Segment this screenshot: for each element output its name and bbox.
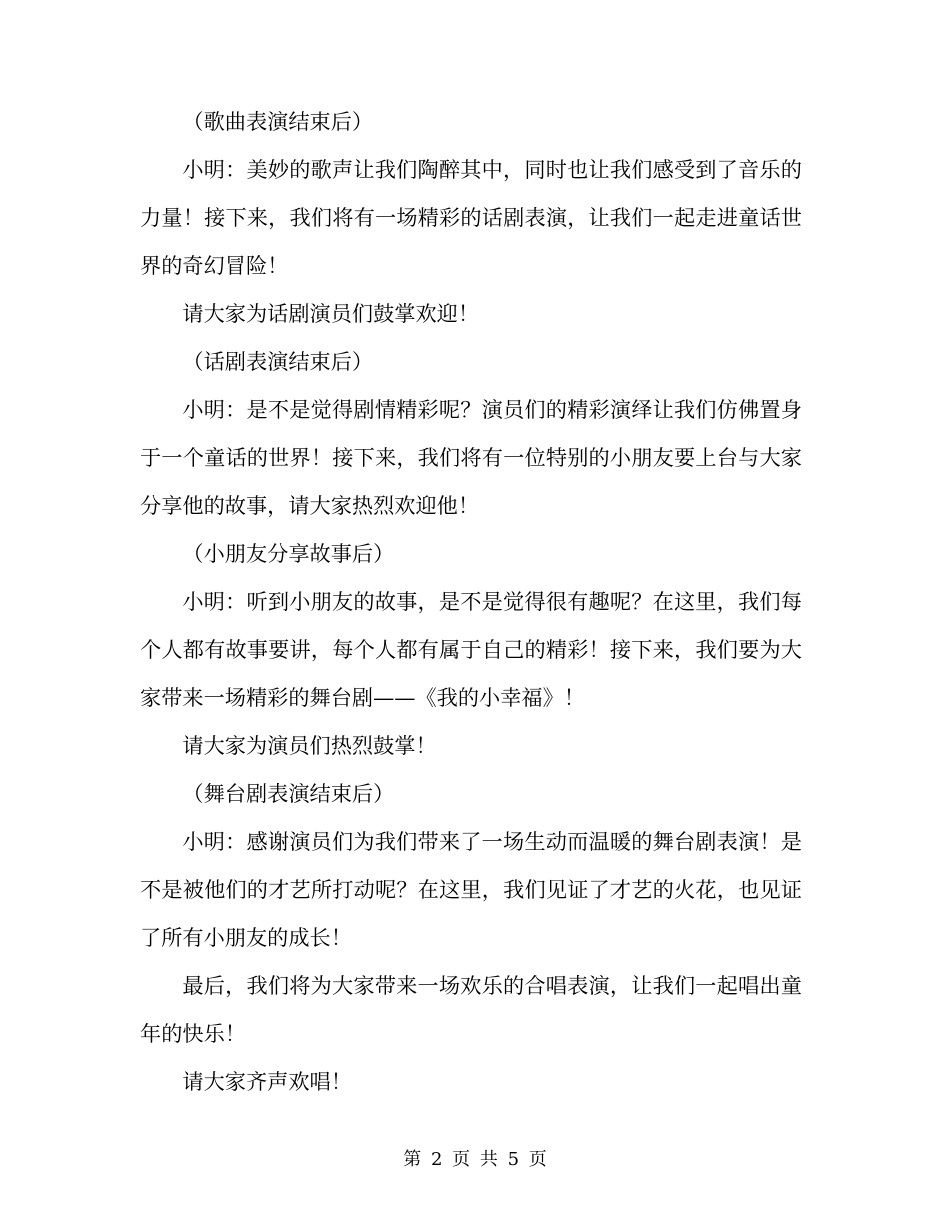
stage-direction: （话剧表演结束后） xyxy=(182,349,374,374)
document-body xyxy=(140,98,802,1106)
dialogue-paragraph: 请大家齐声欢唱！ xyxy=(182,1069,352,1094)
stage-direction: （小朋友分享故事后） xyxy=(182,541,395,566)
dialogue-paragraph: 小明：美妙的歌声让我们陶醉其中，同时也让我们感受到了音乐的力量！接下来，我们将有一场精彩的话剧表演，让我们一起走进童话世界的奇幻冒险！ xyxy=(140,157,802,278)
dialogue-paragraph: 请大家为演员们热烈鼓掌！ xyxy=(182,733,437,758)
dialogue-paragraph: 小明：听到小朋友的故事，是不是觉得很有趣呢？在这里，我们每个人都有故事要讲，每个人都有属于自己的精彩！接下来，我们要为大家带来一场精彩的舞台剧——《我的小幸福》！ xyxy=(140,589,802,710)
dialogue-paragraph: 请大家为话剧演员们鼓掌欢迎！ xyxy=(182,301,480,326)
stage-direction: （舞台剧表演结束后） xyxy=(182,781,395,806)
page-number-footer: 第 2 页 共 5 页 xyxy=(403,1149,547,1170)
dialogue-paragraph: 小明：是不是觉得剧情精彩呢？演员们的精彩演绎让我们仿佛置身于一个童话的世界！接下来，我们将有一位特别的小朋友要上台与大家分享他的故事，请大家热烈欢迎他！ xyxy=(140,397,802,518)
dialogue-paragraph: 小明：感谢演员们为我们带来了一场生动而温暖的舞台剧表演！是不是被他们的才艺所打动呢？在这里，我们见证了才艺的火花，也见证了所有小朋友的成长！ xyxy=(140,829,802,950)
dialogue-paragraph: 最后，我们将为大家带来一场欢乐的合唱表演，让我们一起唱出童年的快乐！ xyxy=(140,973,802,1046)
stage-direction: （歌曲表演结束后） xyxy=(182,109,374,134)
